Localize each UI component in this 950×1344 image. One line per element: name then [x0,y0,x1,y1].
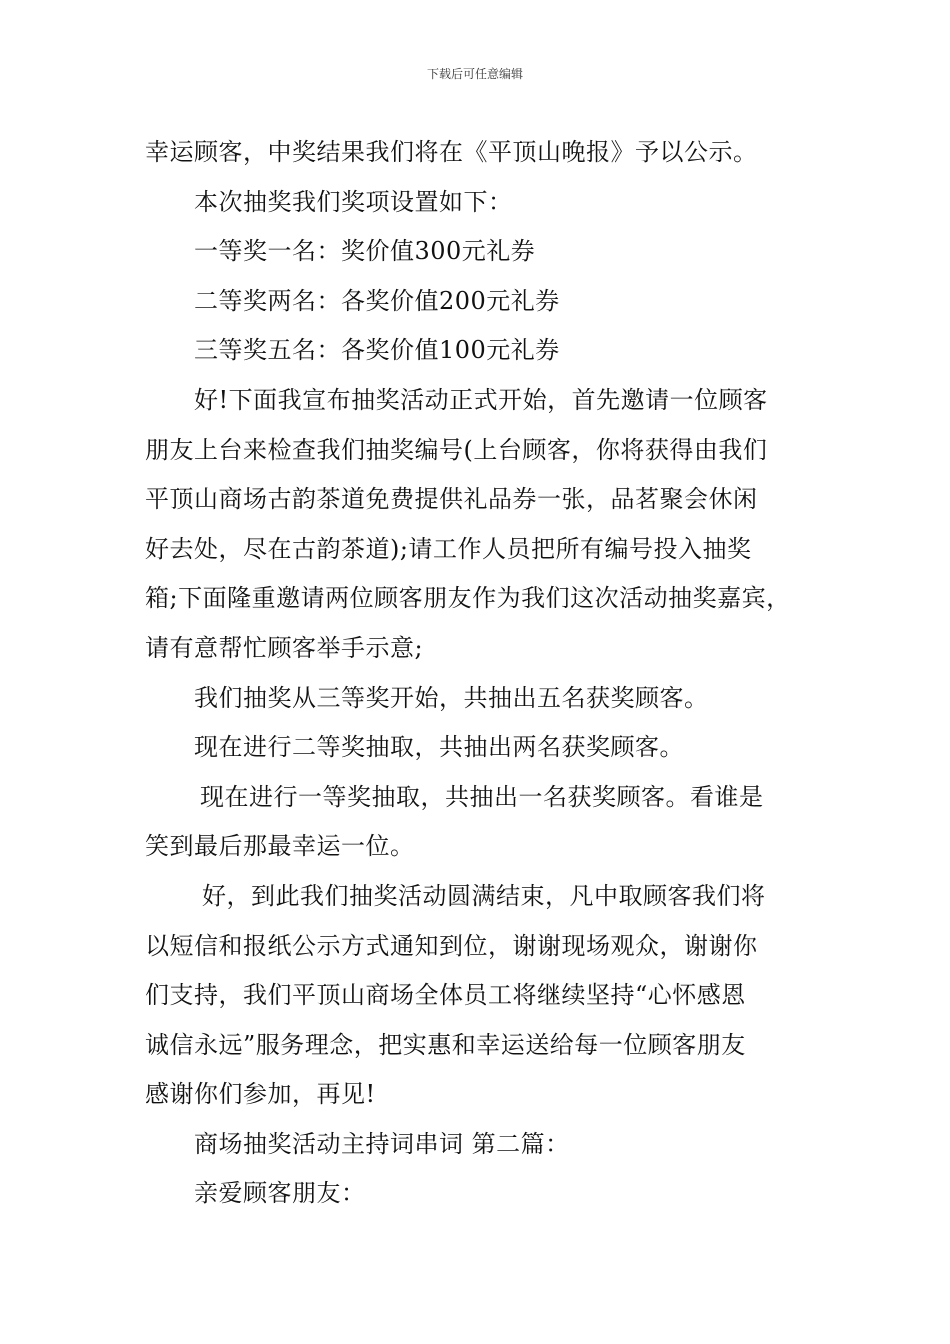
text-line: 以短信和报纸公示方式通知到位，谢谢现场观众，谢谢你 [145,931,758,960]
text-line: 好去处，尽在古韵茶道);请工作人员把所有编号投入抽奖 [145,534,752,563]
text-line: 幸运顾客，中奖结果我们将在《平顶山晚报》予以公示。 [145,138,758,166]
text-line: 好，到此我们抽奖活动圆满结束，凡中取顾客我们将 [202,881,766,910]
text-line: 请有意帮忙顾客举手示意; [145,633,424,662]
text-line: 笑到最后那最幸运一位。 [145,832,415,861]
document-body [145,128,825,1219]
text-line: 一等奖一名：奖价值300元礼券 [194,237,536,266]
text-line: 本次抽奖我们奖项设置如下： [194,187,513,216]
text-line: 感谢你们参加，再见! [145,1080,376,1109]
text-line: 三等奖五名：各奖价值100元礼券 [194,336,560,365]
text-line: 现在进行一等奖抽取，共抽出一名获奖顾客。看谁是 [200,782,764,811]
text-line: 朋友上台来检查我们抽奖编号(上台顾客，你将获得由我们 [145,435,768,464]
text-line: 现在进行二等奖抽取，共抽出两名获奖顾客。 [194,733,684,762]
section-heading: 商场抽奖活动主持词串词 第二篇： [194,1129,570,1158]
text-line: 亲爱顾客朋友： [194,1179,366,1208]
page-header-note: 下载后可任意编辑 [426,67,523,81]
text-line: 箱;下面隆重邀请两位顾客朋友作为我们这次活动抽奖嘉宾， [145,584,791,613]
text-line: 二等奖两名：各奖价值200元礼券 [194,286,560,315]
text-line: 们支持，我们平顶山商场全体员工将继续坚持“心怀感恩 [145,981,746,1010]
text-line: 我们抽奖从三等奖开始，共抽出五名获奖顾客。 [194,683,709,712]
text-line: 诚信永远”服务理念，把实惠和幸运送给每一位顾客朋友 [145,1030,746,1059]
text-line: 平顶山商场古韵茶道免费提供礼品券一张，品茗聚会休闲 [145,485,758,514]
text-line: 好!下面我宣布抽奖活动正式开始，首先邀请一位顾客 [194,385,768,414]
